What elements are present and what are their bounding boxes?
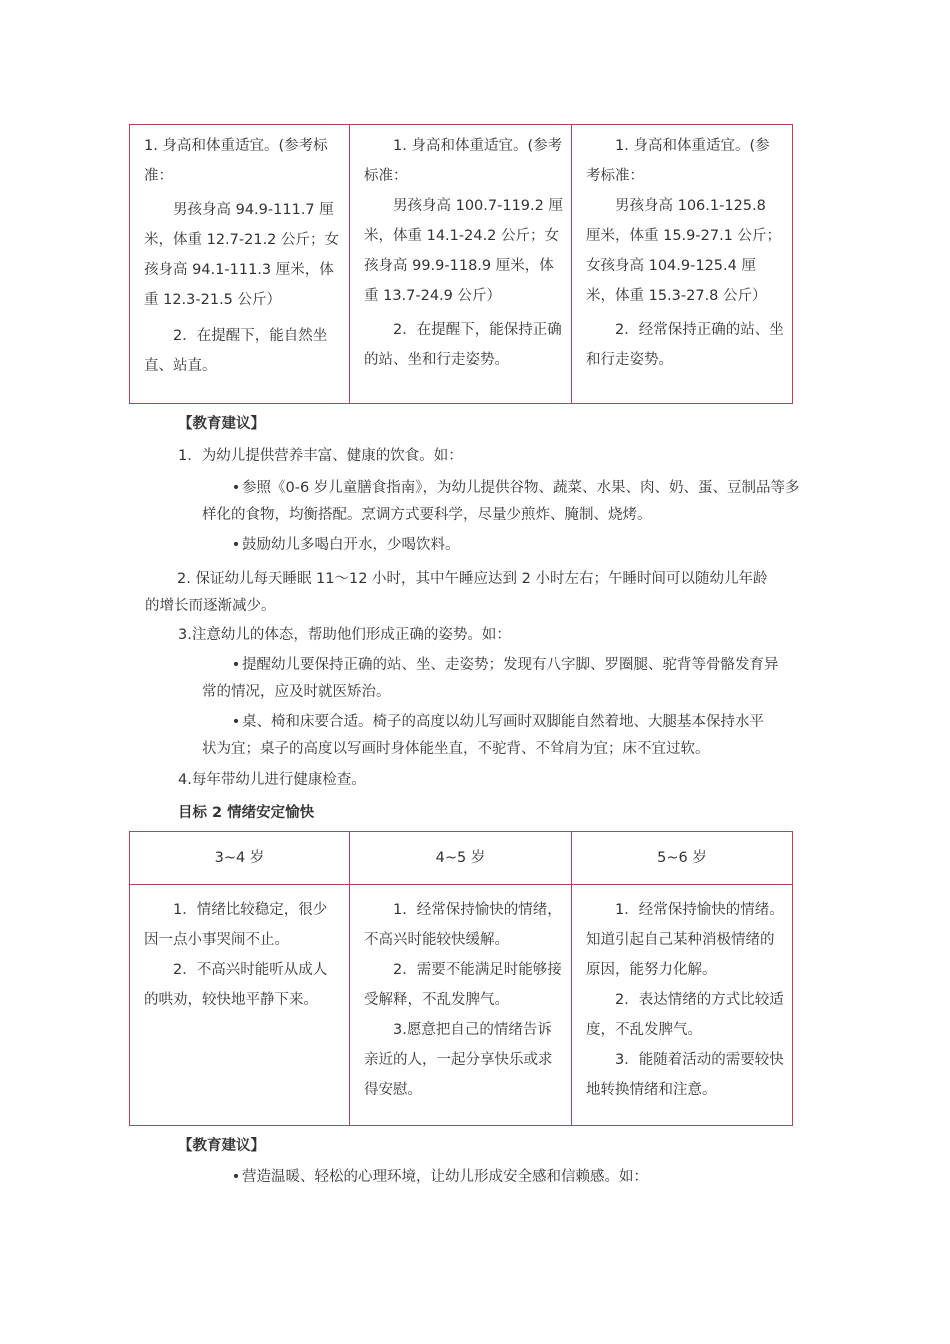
goal2-c3-p2: 2．表达情绪的方式比较适度，不乱发脾气。 bbox=[586, 992, 784, 1038]
goal1-c3-p2: 男孩身高 106.1-125.8 厘米，体重 15.9-27.1 公斤；女孩身高 104.9-125.4 厘米，体重 15.3-27.8 公斤） bbox=[586, 198, 782, 304]
advice1-item1-bullet1: • 参照《0-6 岁儿童膳食指南》，为幼儿提供谷物、蔬菜、水果、肉、奶、蛋、豆制品等多 样化的食物，均衡搭配。烹调方式要科学，尽量少煎炸、腌制、烧烤。 bbox=[202, 475, 808, 529]
advice2-bullet1: • 营造温暖、轻松的心理环境，让幼儿形成安全感和信赖感。如： bbox=[202, 1164, 808, 1191]
goal2-c2-p2: 2．需要不能满足时能够接受解释，不乱发脾气。 bbox=[364, 962, 562, 1008]
bullet-icon: • bbox=[231, 480, 241, 496]
bullet-icon: • bbox=[231, 714, 241, 730]
goal2-title: 目标 2 情绪安定愉快 bbox=[178, 805, 315, 821]
goal2-col-5-6 bbox=[572, 885, 793, 1126]
advice2-heading: 【教育建议】 bbox=[178, 1138, 265, 1154]
bullet-icon: • bbox=[231, 657, 241, 673]
advice1-item3-bullet2: • 桌、椅和床要合适。椅子的高度以幼儿写画时双脚能自然着地、大腿基本保持水平 状为宜；桌子的高度以写画时身体能坐直，不驼背、不耸肩为宜；床不宜过软。 bbox=[202, 709, 808, 763]
goal1-c2-p1: 1. 身高和体重适宜。(参考标准： bbox=[364, 138, 563, 184]
goal2-c3-p3: 3．能随着活动的需要较快地转换情绪和注意。 bbox=[586, 1052, 784, 1098]
advice1-item1-bullet2: • 鼓励幼儿多喝白开水，少喝饮料。 bbox=[202, 532, 808, 559]
goal1-c3-p1: 1. 身高和体重适宜。(参考标准： bbox=[586, 138, 770, 184]
goal2-c1-p2: 2．不高兴时能听从成人的哄劝，较快地平静下来。 bbox=[144, 962, 328, 1008]
goal1-c1-p2: 男孩身高 94.9-111.7 厘米，体重 12.7-21.2 公斤；女孩身高 94.1-111.3 厘米，体重 12.3-21.5 公斤） bbox=[144, 202, 340, 308]
goal2-c2-p1: 1．经常保持愉快的情绪，不高兴时能较快缓解。 bbox=[364, 902, 562, 948]
goal1-c1-p3: 2．在提醒下，能自然坐直、站直。 bbox=[144, 328, 328, 374]
goal2-c3-p1: 1．经常保持愉快的情绪。知道引起自己某种消极情绪的原因，能努力化解。 bbox=[586, 902, 784, 978]
goal2-c2-p3: 3.愿意把自己的情绪告诉亲近的人，一起分享快乐或求得安慰。 bbox=[364, 1022, 553, 1098]
bullet-icon: • bbox=[231, 1169, 241, 1185]
goal2-header-4-5: 4~5 岁 bbox=[350, 832, 572, 885]
goal1-col-4-5 bbox=[350, 125, 572, 404]
advice1-item2: 2. 保证幼儿每天睡眠 11～12 小时，其中午睡应达到 2 小时左右；午睡时间可以随幼儿年龄 的增长而逐渐减少。 bbox=[145, 571, 768, 614]
advice1-item3-bullet1: • 提醒幼儿要保持正确的站、坐、走姿势；发现有八字脚、罗圈腿、驼背等骨骼发育异 常的情况，应及时就医矫治。 bbox=[202, 652, 808, 706]
goal1-col-3-4 bbox=[130, 125, 350, 404]
advice1-item1: 1．为幼儿提供营养丰富、健康的饮食。如： bbox=[178, 448, 463, 464]
bullet-icon: • bbox=[231, 537, 241, 553]
goal2-col-3-4 bbox=[130, 885, 350, 1126]
goal1-c3-p3: 2．经常保持正确的站、坐和行走姿势。 bbox=[586, 322, 784, 368]
goal1-table bbox=[129, 124, 793, 404]
advice1-item3: 3.注意幼儿的体态，帮助他们形成正确的姿势。如： bbox=[178, 627, 511, 643]
goal1-c1-p1: 1. 身高和体重适宜。(参考标准： bbox=[144, 138, 328, 184]
goal1-c2-p3: 2．在提醒下，能保持正确的站、坐和行走姿势。 bbox=[364, 322, 562, 368]
goal2-col-4-5 bbox=[350, 885, 572, 1126]
goal1-c2-p2: 男孩身高 100.7-119.2 厘米，体重 14.1-24.2 公斤；女孩身高 99.9-118.9 厘米，体重 13.7-24.9 公斤） bbox=[364, 198, 563, 304]
goal2-header-5-6: 5~6 岁 bbox=[572, 832, 793, 885]
goal1-col-5-6 bbox=[572, 125, 793, 404]
goal2-c1-p1: 1．情绪比较稳定，很少因一点小事哭闹不止。 bbox=[144, 902, 328, 948]
goal2-table bbox=[129, 831, 793, 1126]
advice1-heading: 【教育建议】 bbox=[178, 416, 265, 432]
advice1-item4: 4.每年带幼儿进行健康检查。 bbox=[178, 772, 366, 788]
goal2-header-3-4: 3~4 岁 bbox=[130, 832, 350, 885]
